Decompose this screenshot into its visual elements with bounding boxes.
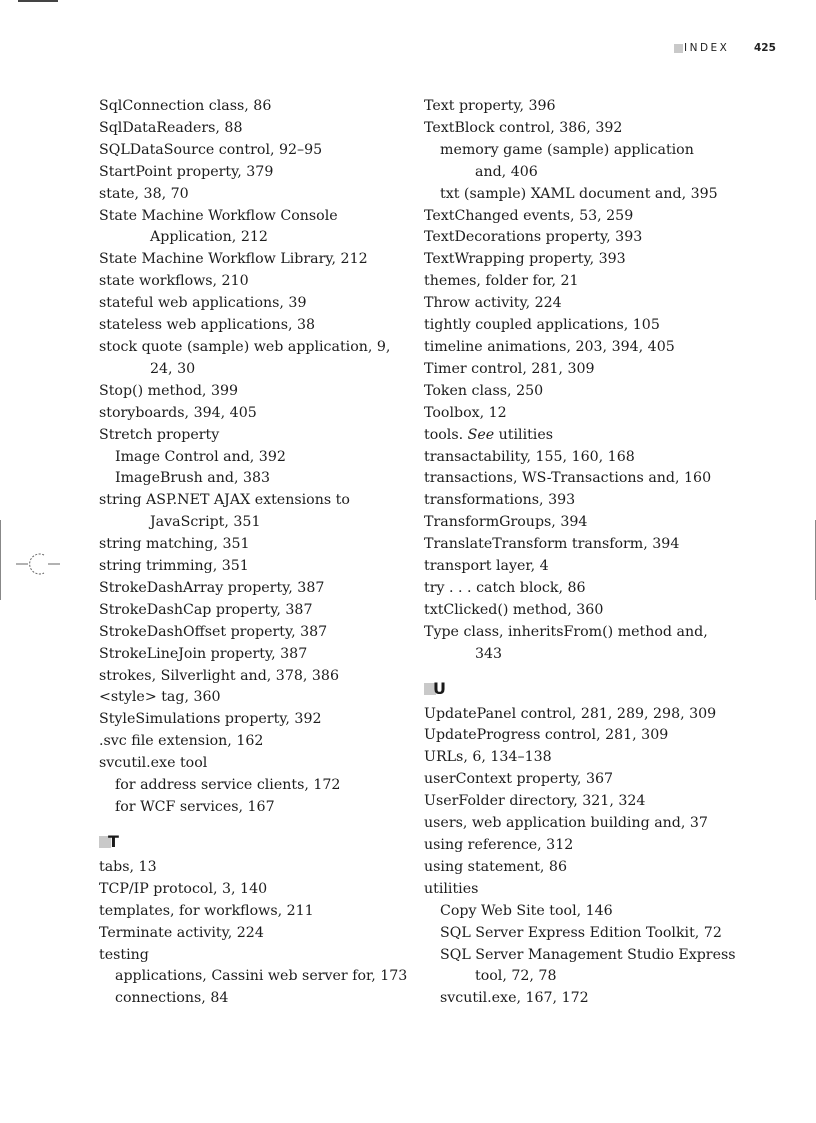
index-entry: SqlDataReaders, 88	[99, 119, 243, 136]
index-entry: string trimming, 351	[99, 558, 249, 575]
header-marker	[674, 44, 683, 53]
index-entry-continuation: and, 406	[475, 163, 538, 180]
index-entry: Terminate activity, 224	[99, 924, 264, 941]
index-entry: txtClicked() method, 360	[424, 601, 604, 618]
index-column-left	[99, 96, 409, 1010]
index-entry: userContext property, 367	[424, 771, 614, 788]
index-entry-continuation: 24, 30	[150, 360, 196, 377]
index-entry-continuation: Application, 212	[150, 229, 268, 246]
index-subentry: SQL Server Express Edition Toolkit, 72	[440, 924, 722, 941]
index-entry: Throw activity, 224	[424, 295, 562, 312]
index-entry: TCP/IP protocol, 3, 140	[99, 880, 268, 897]
index-entry: transactability, 155, 160, 168	[424, 448, 635, 465]
index-subentry: ImageBrush and, 383	[115, 470, 271, 487]
index-entry: TextBlock control, 386, 392	[424, 119, 623, 136]
index-entry-continuation: tool, 72, 78	[475, 968, 557, 985]
index-entry: UpdateProgress control, 281, 309	[424, 727, 669, 744]
index-subentry: Image Control and, 392	[115, 448, 286, 465]
index-entry: StrokeLineJoin property, 387	[99, 645, 308, 662]
index-entry: UpdatePanel control, 281, 289, 298, 309	[424, 705, 717, 722]
index-entry: try . . . catch block, 86	[424, 579, 586, 596]
section-letter: U	[433, 679, 446, 699]
index-entry: string ASP.NET AJAX extensions to	[99, 492, 350, 509]
index-entry: Stretch property	[99, 426, 220, 443]
index-subentry: svcutil.exe, 167, 172	[440, 990, 589, 1007]
index-entry: tightly coupled applications, 105	[424, 317, 660, 334]
index-entry: TranslateTransform transform, 394	[424, 536, 680, 553]
index-entry: StyleSimulations property, 392	[99, 711, 322, 728]
index-entry: timeline animations, 203, 394, 405	[424, 338, 675, 355]
index-entry: stateless web applications, 38	[99, 317, 316, 334]
index-subentry: SQL Server Management Studio Express	[440, 946, 736, 963]
index-entry: tabs, 13	[99, 858, 157, 875]
index-entry: string matching, 351	[99, 536, 250, 553]
section-letter: T	[108, 832, 119, 852]
index-entry: TextChanged events, 53, 259	[424, 207, 634, 224]
index-entry: templates, for workflows, 211	[99, 902, 314, 919]
page-number: 425	[754, 42, 776, 54]
left-margin-rule	[0, 520, 1, 600]
index-entry: state, 38, 70	[99, 185, 189, 202]
index-entry: State Machine Workflow Library, 212	[99, 251, 368, 268]
index-column-right	[424, 96, 744, 1010]
index-entry: .svc file extension, 162	[99, 733, 264, 750]
index-subentry: memory game (sample) application	[440, 141, 694, 158]
index-entry: Toolbox, 12	[424, 404, 507, 421]
index-entry: StartPoint property, 379	[99, 163, 274, 180]
index-entry: Stop() method, 399	[99, 382, 239, 399]
index-entry: storyboards, 394, 405	[99, 404, 257, 421]
index-subentry: for WCF services, 167	[115, 799, 275, 815]
index-entry: using statement, 86	[424, 858, 567, 875]
index-entry: strokes, Silverlight and, 378, 386	[99, 667, 339, 684]
index-entry: state workflows, 210	[99, 273, 249, 290]
index-entry: UserFolder directory, 321, 324	[424, 793, 646, 810]
index-entry: Text property, 396	[424, 98, 556, 114]
index-subentry: txt (sample) XAML document and, 395	[440, 185, 718, 202]
index-subentry: applications, Cassini web server for, 173	[115, 968, 408, 985]
index-entry: SQLDataSource control, 92–95	[99, 141, 323, 158]
index-entry: StrokeDashOffset property, 387	[99, 623, 328, 640]
index-subentry: for address service clients, 172	[115, 777, 341, 794]
index-entry: themes, folder for, 21	[424, 273, 579, 290]
see-reference: See	[467, 426, 495, 443]
index-entry: TextWrapping property, 393	[424, 251, 626, 268]
top-crop-rule	[18, 0, 58, 2]
index-entry: URLs, 6, 134–138	[424, 749, 552, 766]
index-entry: TransformGroups, 394	[424, 514, 588, 531]
index-entry: SqlConnection class, 86	[99, 98, 272, 114]
index-entry: StrokeDashArray property, 387	[99, 579, 325, 596]
index-entry: TextDecorations property, 393	[424, 229, 643, 246]
index-entry: using reference, 312	[424, 837, 574, 853]
index-entry: testing	[99, 946, 149, 963]
running-head: INDEX	[684, 42, 730, 54]
index-entry: <style> tag, 360	[99, 689, 221, 706]
index-entry-continuation: JavaScript, 351	[150, 514, 261, 531]
index-entry: users, web application building and, 37	[424, 815, 708, 832]
index-subentry: Copy Web Site tool, 146	[440, 902, 613, 919]
index-entry: Timer control, 281, 309	[424, 360, 595, 377]
index-entry: transactions, WS-Transactions and, 160	[424, 470, 712, 487]
index-entry: StrokeDashCap property, 387	[99, 601, 313, 618]
section-heading	[424, 678, 744, 700]
section-heading	[99, 831, 409, 853]
registration-mark-icon	[16, 551, 60, 577]
index-entry: State Machine Workflow Console	[99, 207, 338, 224]
index-entry: stateful web applications, 39	[99, 295, 307, 312]
index-entry: svcutil.exe tool	[99, 755, 208, 772]
index-entry: tools. See utilities	[424, 426, 554, 443]
index-entry: transport layer, 4	[424, 558, 549, 575]
index-entry: transformations, 393	[424, 492, 576, 509]
index-entry: stock quote (sample) web application, 9,	[99, 338, 391, 355]
index-entry: utilities	[424, 880, 479, 897]
index-entry: Type class, inheritsFrom() method and,	[424, 623, 708, 640]
index-entry: Token class, 250	[424, 382, 544, 399]
index-entry-continuation: 343	[475, 645, 503, 662]
index-subentry: connections, 84	[115, 990, 229, 1007]
